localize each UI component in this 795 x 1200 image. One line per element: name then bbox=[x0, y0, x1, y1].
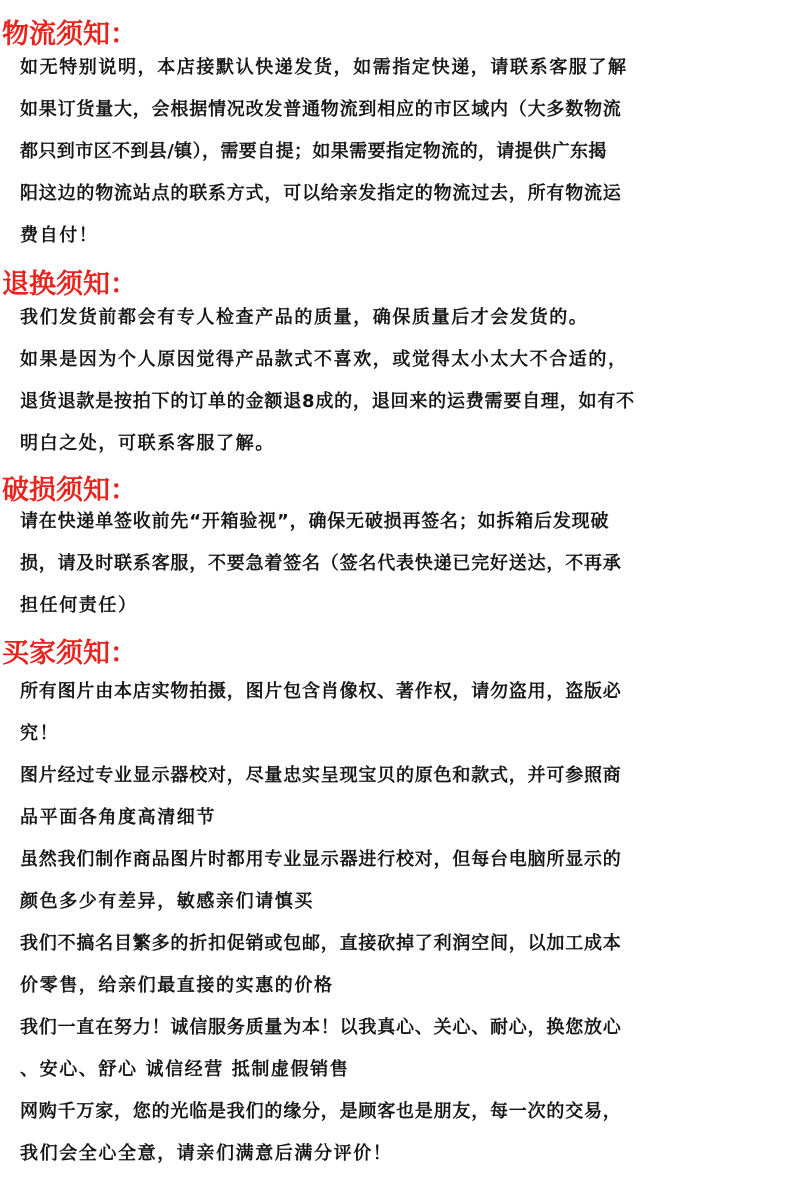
buyers-line: 图片经过专业显示器校对，尽量忠实呈现宝贝的原色和款式，并可参照商 bbox=[20, 765, 622, 786]
buyers-line: 我们不搞名目繁多的折扣促销或包邮，直接砍掉了利润空间，以加工成本 bbox=[20, 933, 622, 954]
shipping-line: 如果订货量大，会根据情况改发普通物流到相应的市区域内（大多数物流 bbox=[20, 99, 622, 120]
section-title-buyers: 买家须知： bbox=[2, 638, 137, 669]
damage-line: 损，请及时联系客服，不要急着签名（签名代表快递已完好送达，不再承 bbox=[20, 553, 622, 574]
buyers-line: 我们一直在努力！诚信服务质量为本！以我真心、关心、耐心，换您放心 bbox=[20, 1017, 622, 1038]
buyers-line: 虽然我们制作商品图片时都用专业显示器进行校对，但每台电脑所显示的 bbox=[20, 849, 622, 870]
shipping-line: 如无特别说明，本店接默认快递发货，如需指定快递，请联系客服了解 bbox=[20, 57, 628, 78]
damage-line: 请在快递单签收前先“开箱验视”，确保无破损再签名；如拆箱后发现破 bbox=[20, 511, 610, 532]
buyers-line: 我们会全心全意，请亲们满意后满分评价！ bbox=[20, 1143, 393, 1164]
damage-line: 担任何责任） bbox=[20, 595, 138, 616]
shipping-line: 费自付！ bbox=[20, 225, 99, 246]
buyers-line: 所有图片由本店实物拍摄，图片包含肖像权、著作权，请勿盗用，盗版必 bbox=[20, 681, 622, 702]
returns-line: 我们发货前都会有专人检查产品的质量，确保质量后才会发货的。 bbox=[20, 307, 589, 328]
section-title-shipping: 物流须知： bbox=[2, 19, 137, 50]
section-title-damage: 破损须知： bbox=[2, 475, 137, 506]
shipping-line: 都只到市区不到县/镇），需要自提；如果需要指定物流的，请提供广东揭 bbox=[20, 141, 607, 162]
buyers-line: 、安心、舒心 诚信经营 抵制虚假销售 bbox=[20, 1059, 350, 1080]
returns-line: 明白之处，可联系客服了解。 bbox=[20, 433, 275, 454]
returns-line: 如果是因为个人原因觉得产品款式不喜欢，或觉得太小太大不合适的， bbox=[20, 349, 628, 370]
buyers-line: 颜色多少有差异，敏感亲们请慎买 bbox=[20, 891, 314, 912]
buyers-line: 价零售，给亲们最直接的实惠的价格 bbox=[20, 975, 334, 996]
buyers-line: 究！ bbox=[20, 723, 60, 744]
buyers-line: 品平面各角度高清细节 bbox=[20, 807, 216, 828]
buyers-line: 网购千万家，您的光临是我们的缘分，是顾客也是朋友，每一次的交易， bbox=[20, 1101, 622, 1122]
section-title-returns: 退换须知： bbox=[2, 269, 137, 300]
shipping-line: 阳这边的物流站点的联系方式，可以给亲发指定的物流过去，所有物流运 bbox=[20, 183, 622, 204]
returns-line: 退货退款是按拍下的订单的金额退8成的，退回来的运费需要自理，如有不 bbox=[20, 391, 635, 412]
